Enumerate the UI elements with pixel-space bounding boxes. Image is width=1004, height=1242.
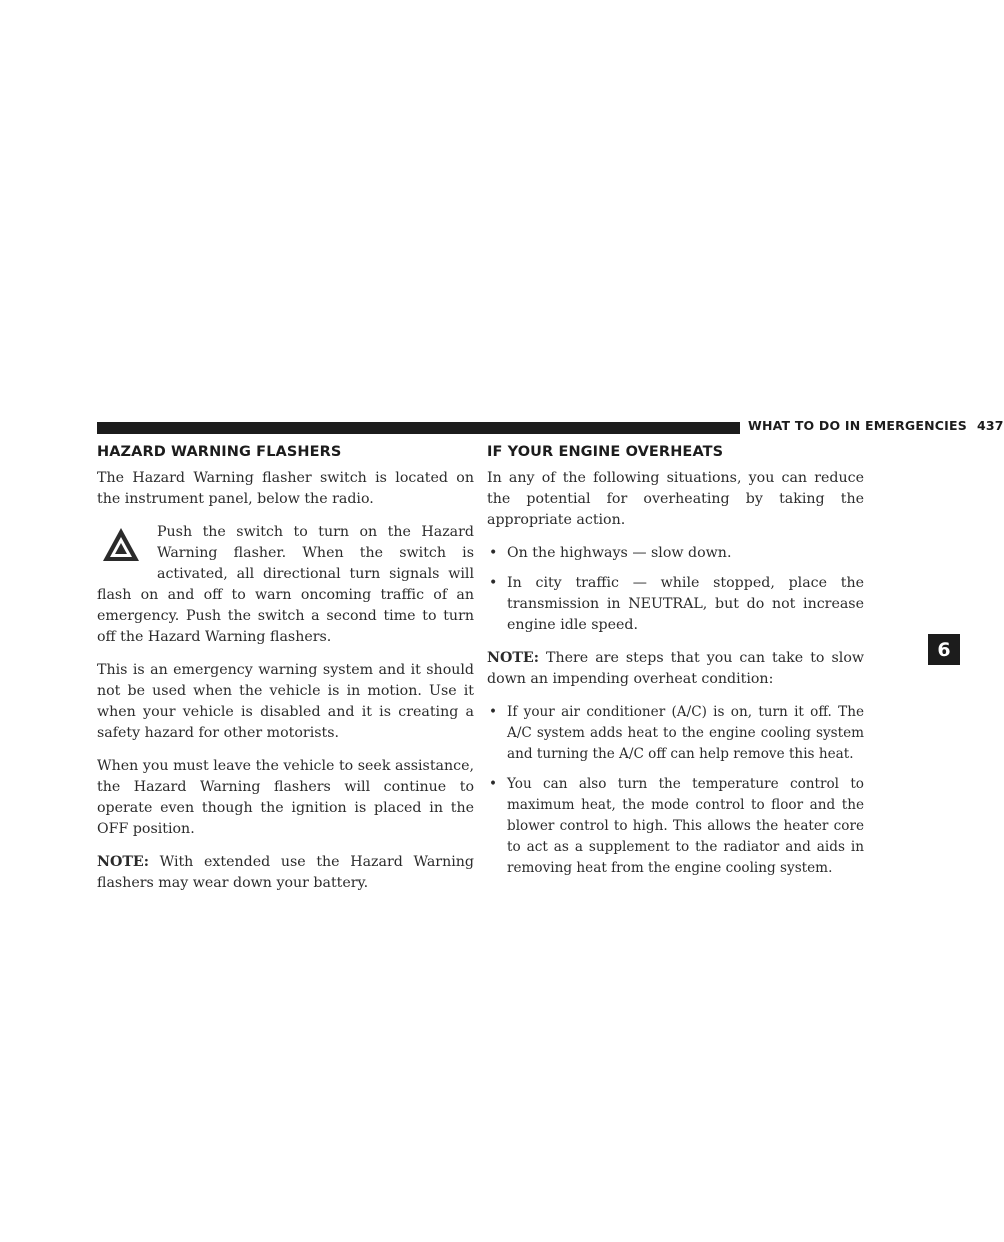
bullet-glyph: • bbox=[489, 704, 498, 720]
hazard-triangle-icon bbox=[101, 526, 141, 564]
list-item bbox=[487, 543, 864, 564]
list-item bbox=[487, 573, 864, 636]
left-column bbox=[97, 444, 474, 906]
list-item-text: In city traffic — while stopped, place the transmission in NEUTRAL, but do not increase engine idle speed. bbox=[507, 575, 864, 633]
note-label: NOTE: bbox=[487, 650, 539, 666]
hazard-para-usage: This is an emergency warning system and it should not be used when the vehicle is in motion. Use it when your vehicle is disabled and it is creating a safety hazard for other motorists. bbox=[97, 662, 474, 741]
note-label: NOTE: bbox=[97, 854, 149, 870]
overheat-note bbox=[487, 648, 864, 690]
note-text: There are steps that you can take to slow down an impending overheat condition: bbox=[487, 650, 864, 687]
hazard-para-push bbox=[97, 522, 474, 648]
overheat-heading: IF YOUR ENGINE OVERHEATS bbox=[487, 444, 724, 460]
header-rule bbox=[97, 422, 740, 434]
list-item-text: On the highways — slow down. bbox=[507, 545, 732, 561]
chapter-tab: 6 bbox=[928, 634, 960, 665]
hazard-para-location: The Hazard Warning flasher switch is located on the instrument panel, below the radio. bbox=[97, 470, 474, 507]
note-text: With extended use the Hazard Warning flashers may wear down your battery. bbox=[97, 854, 474, 891]
section-title: WHAT TO DO IN EMERGENCIES bbox=[748, 418, 967, 433]
overheat-intro: In any of the following situations, you can reduce the potential for overheating by taking the appropriate action. bbox=[487, 470, 864, 528]
list-item-text: You can also turn the temperature control to maximum heat, the mode control to floor and the blower control to high. This allows the heater core to act as a supplement to the radiator and aids in removing heat from the engine cooling system. bbox=[507, 776, 864, 876]
list-item bbox=[487, 774, 864, 879]
list-item-text: If your air conditioner (A/C) is on, turn it off. The A/C system adds heat to the engine cooling system and turning the A/C off can help remove this heat. bbox=[507, 704, 864, 762]
hazard-note bbox=[97, 852, 474, 894]
running-header bbox=[748, 418, 1004, 433]
hazard-para-ignition: When you must leave the vehicle to seek assistance, the Hazard Warning flashers will continue to operate even though the ignition is placed in the OFF position. bbox=[97, 758, 474, 837]
overheat-situations-list bbox=[487, 543, 864, 636]
overheat-steps-list bbox=[487, 702, 864, 879]
bullet-glyph: • bbox=[489, 545, 498, 561]
hazard-para-push-text: Push the switch to turn on the Hazard Warning flasher. When the switch is activated, all directional turn signals will flash on and off to warn oncoming traffic of an emergency. Push the switch a second time to turn off the Hazard Warning flashers. bbox=[97, 524, 474, 645]
page-number: 437 bbox=[976, 418, 1004, 433]
right-column bbox=[487, 444, 864, 891]
bullet-glyph: • bbox=[489, 776, 498, 792]
bullet-glyph: • bbox=[489, 575, 498, 591]
list-item bbox=[487, 702, 864, 765]
hazard-heading: HAZARD WARNING FLASHERS bbox=[97, 444, 342, 460]
